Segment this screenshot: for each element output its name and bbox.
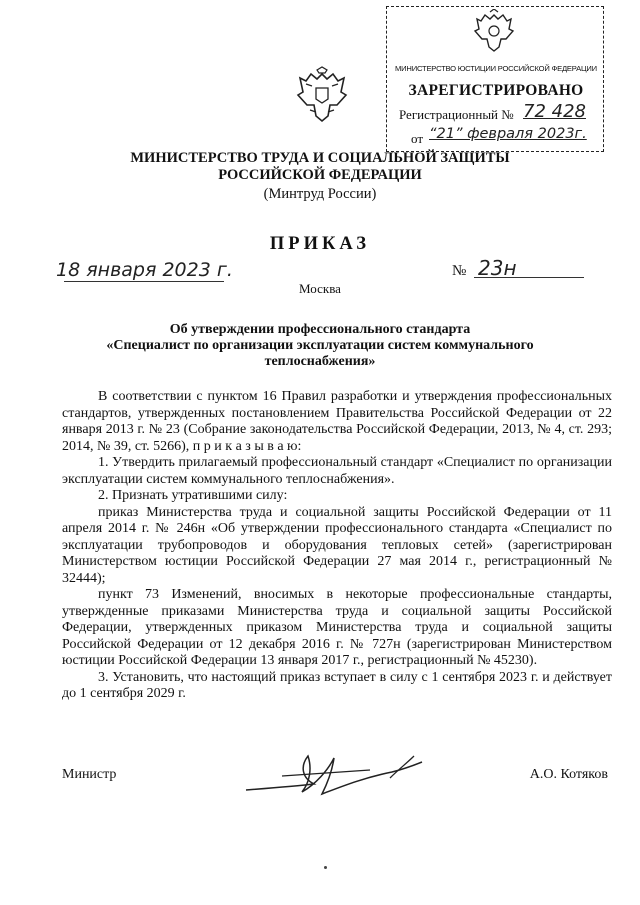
order-number-handwritten: 23н [478, 256, 517, 280]
stamp-reg-number: 72 428 [523, 101, 586, 122]
ministry-name-line1: МИНИСТЕРСТВО ТРУДА И СОЦИАЛЬНОЙ ЗАЩИТЫ [130, 150, 510, 166]
paragraph-item-3: 3. Установить, что настоящий приказ вступает в силу с 1 сентября 2023 г. и действует до 1 сентября 2029 г. [62, 669, 612, 701]
registration-stamp [386, 6, 604, 152]
order-subject [0, 322, 640, 370]
document-type: ПРИКАЗ [269, 234, 371, 254]
city: Москва [299, 281, 341, 296]
stamp-title: ЗАРЕГИСТРИРОВАНО [408, 82, 584, 99]
stamp-ministry: МИНИСТЕРСТВО ЮСТИЦИИ РОССИЙСКОЙ ФЕДЕРАЦИИ [395, 64, 597, 73]
paragraph-repealed-order: приказ Министерства труда и социальной защиты Российской Федерации от 11 апреля 2014 г. № 246н «Об утверждении профессионального стандарта «Специалист по эксплуатации трубопроводов и оборудования тепловых сетей» (зарегистрирован Министерством юстиции Российской Федерации 27 мая 2014 г., регистрационный № 32444); [62, 504, 612, 586]
signer-position: Министр [62, 767, 117, 782]
ministry-name-line2: РОССИЙСКОЙ ФЕДЕРАЦИИ [218, 167, 422, 183]
paragraph-preamble: В соответствии с пунктом 16 Правил разработки и утверждения профессиональных стандартов, утвержденных постановлением Правительства Российской Федерации от 22 января 2013 г. № 23 (Собрание законодательства Российской Федерации, 2013, № 4, ст. 293; 2014, № 39, ст. 5266), п р и к а з ы в а ю: [62, 389, 612, 454]
paragraph-item-1: 1. Утвердить прилагаемый профессиональный стандарт «Специалист по организации эксплуатации систем коммунального теплоснабжения». [62, 455, 612, 487]
paragraph-item-2: 2. Признать утратившими силу: [98, 488, 288, 503]
ministry-name [0, 150, 640, 184]
subject-line1: Об утверждении профессионального стандарта [169, 322, 471, 337]
subject-line3: теплоснабжения» [264, 354, 376, 369]
coat-of-arms-icon [296, 66, 348, 124]
ministry-short-name: (Минтруд России) [263, 186, 377, 202]
order-number-prefix: № [452, 263, 467, 279]
stamp-date-value: “21” февраля 2023г. [429, 126, 587, 142]
order-date-handwritten: 18 января 2023 г. [56, 259, 233, 281]
stamp-date-prefix: от [411, 131, 424, 146]
double-headed-eagle-icon [473, 9, 515, 53]
number-underline [474, 277, 584, 278]
scan-speck [324, 866, 327, 869]
stamp-reg-label: Регистрационный № [399, 107, 514, 122]
signer-name: А.О. Котяков [529, 767, 608, 782]
subject-line2: «Специалист по организации эксплуатации систем коммунального [106, 338, 534, 353]
order-body [62, 389, 612, 703]
paragraph-repealed-point: пункт 73 Изменений, вносимых в некоторые профессиональные стандарты, утвержденные приказами Министерства труда и социальной защиты Российской Федерации, утвержденных приказом Министерства труда и социальной защиты Российской Федерации от 12 декабря 2016 г. № 727н (зарегистрирован Министерством юстиции Российской Федерации 13 января 2017 г., регистрационный № 45230). [62, 587, 612, 668]
handwritten-signature [242, 748, 427, 803]
